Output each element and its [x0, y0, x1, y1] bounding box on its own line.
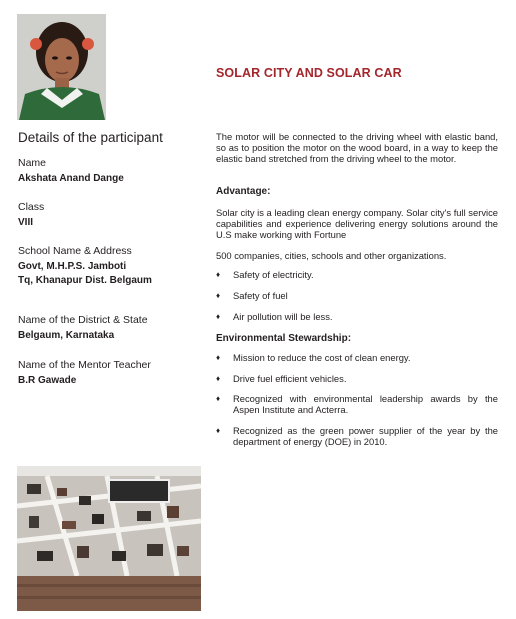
name-label: Name: [18, 157, 47, 169]
school-line-1: Govt, M.H.P.S. Jamboti: [18, 261, 127, 272]
list-item: ♦ Mission to reduce the cost of clean energy.: [216, 352, 411, 363]
list-item: ♦ Recognized with environmental leadership awards by the Aspen Institute and Acterra.: [216, 393, 498, 415]
mentor-label: Name of the Mentor Teacher: [18, 359, 151, 371]
bullet-icon: ♦: [216, 353, 221, 362]
list-item: ♦ Safety of fuel: [216, 290, 288, 301]
school-label: School Name & Address: [18, 245, 132, 257]
details-heading: Details of the participant: [18, 130, 163, 145]
mentor-value: B.R Gawade: [18, 375, 77, 386]
bullet-icon: ♦: [216, 270, 221, 279]
bullet-icon: ♦: [216, 291, 221, 300]
district-value: Belgaum, Karnataka: [18, 330, 115, 341]
name-value: Akshata Anand Dange: [18, 173, 124, 184]
list-item: ♦ Air pollution will be less.: [216, 311, 333, 322]
stewardship-heading: Environmental Stewardship:: [216, 333, 352, 344]
page-title: SOLAR CITY AND SOLAR CAR: [216, 66, 402, 80]
district-label: Name of the District & State: [18, 314, 148, 326]
list-item: ♦ Drive fuel efficient vehicles.: [216, 373, 347, 384]
bullet-icon: ♦: [216, 426, 221, 435]
bullet-icon: ♦: [216, 312, 221, 321]
list-item: ♦ Safety of electricity.: [216, 269, 314, 280]
solar-city-model-photo: [17, 466, 201, 611]
bullet-icon: ♦: [216, 394, 221, 403]
advantage-paragraph-2: 500 companies, cities, schools and other organizations.: [216, 250, 447, 261]
advantage-paragraph: Solar city is a leading clean energy company. Solar city's full service capabilities and experience delivering energy solutions around the U.S make working with Fortune: [216, 207, 498, 240]
list-item: ♦ Recognized as the green power supplier of the year by the department of energy (DOE) in 2010.: [216, 425, 498, 447]
bullet-icon: ♦: [216, 374, 221, 383]
school-line-2: Tq, Khanapur Dist. Belgaum: [18, 275, 152, 286]
class-label: Class: [18, 201, 45, 213]
class-value: VIII: [18, 217, 34, 228]
advantage-heading: Advantage:: [216, 186, 271, 197]
intro-paragraph: The motor will be connected to the driving wheel with elastic band, so as to position the motor on the wood board, in a way to keep the elastic band stretched from the driving wheel to the motor.: [216, 131, 498, 164]
participant-photo: [17, 14, 106, 120]
